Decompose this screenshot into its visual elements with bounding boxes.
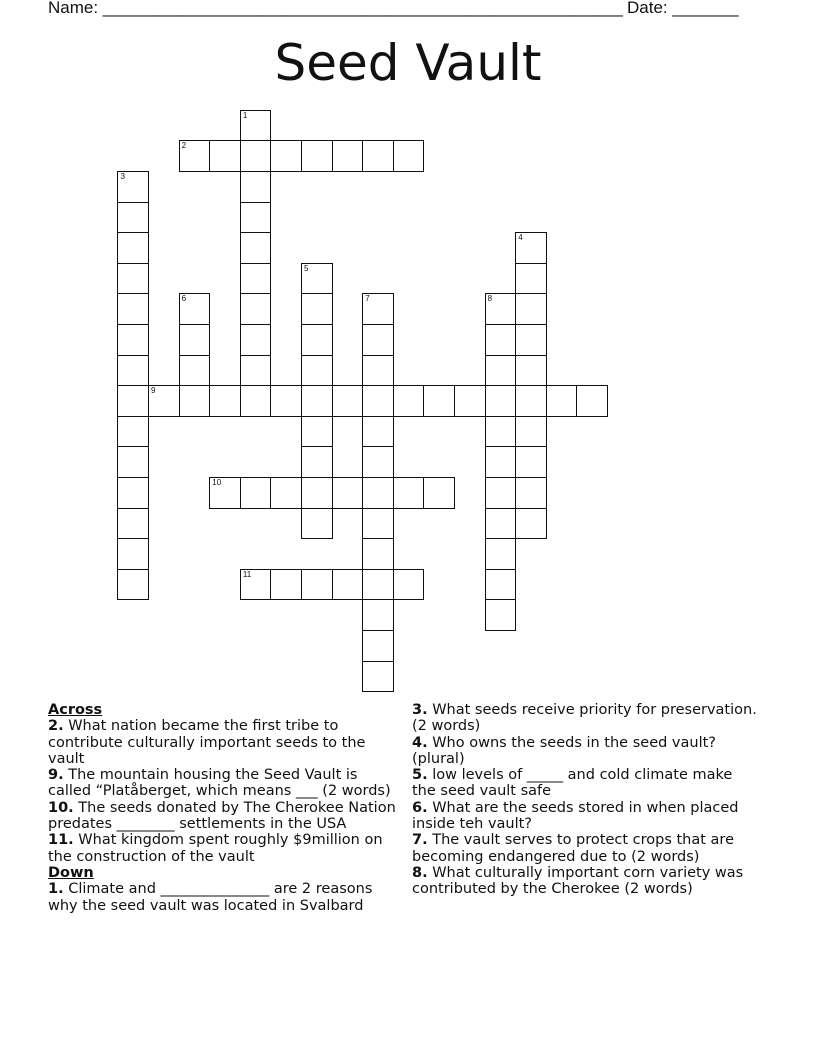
crossword-cell[interactable]	[301, 263, 333, 295]
crossword-cell[interactable]	[240, 263, 272, 295]
clue-item-number: 9.	[48, 767, 64, 784]
clue-item	[412, 702, 757, 735]
crossword-cell[interactable]	[179, 355, 211, 387]
clue-item-number: 10.	[48, 799, 74, 816]
clue-item	[412, 832, 757, 865]
crossword-cell[interactable]	[117, 416, 149, 448]
crossword-cell[interactable]	[515, 232, 547, 264]
name-field: Name: _______________________________________________________	[48, 0, 623, 17]
clue-number: 10	[212, 478, 222, 488]
crossword-cell[interactable]	[362, 630, 394, 662]
crossword-cell[interactable]	[240, 140, 272, 172]
clue-number: 6	[181, 294, 187, 304]
crossword-cell[interactable]	[240, 385, 272, 417]
crossword-cell[interactable]	[362, 599, 394, 631]
crossword-cell[interactable]	[301, 355, 333, 387]
crossword-cell[interactable]	[362, 140, 394, 172]
crossword-cell[interactable]	[179, 385, 211, 417]
clue-item-text: What seeds receive priority for preservation. (2 words)	[412, 702, 757, 735]
crossword-cell[interactable]	[117, 385, 149, 417]
crossword-cell[interactable]	[485, 446, 517, 478]
page-title: Seed Vault	[274, 34, 542, 92]
clue-item	[412, 767, 757, 800]
crossword-cell[interactable]	[301, 446, 333, 478]
clue-item-number: 1.	[48, 881, 64, 898]
clue-item-text: The vault serves to protect crops that are becoming endangered due to (2 words)	[412, 832, 734, 865]
crossword-cell[interactable]	[117, 171, 149, 203]
crossword-cell[interactable]	[515, 385, 547, 417]
crossword-cell[interactable]	[301, 477, 333, 509]
crossword-cell[interactable]	[362, 538, 394, 570]
crossword-cell[interactable]	[240, 355, 272, 387]
crossword-cell[interactable]	[485, 508, 517, 540]
clue-item-number: 4.	[412, 734, 428, 751]
crossword-cell[interactable]	[362, 385, 394, 417]
crossword-cell[interactable]	[546, 385, 578, 417]
crossword-cell[interactable]	[362, 569, 394, 601]
crossword-cell[interactable]	[301, 416, 333, 448]
crossword-cell[interactable]	[301, 385, 333, 417]
crossword-cell[interactable]	[362, 477, 394, 509]
crossword-cell[interactable]	[485, 538, 517, 570]
crossword-cell[interactable]	[485, 293, 517, 325]
clue-item	[48, 881, 403, 914]
crossword-cell[interactable]	[393, 385, 425, 417]
clue-item	[48, 832, 403, 865]
crossword-cell[interactable]	[393, 140, 425, 172]
crossword-cell[interactable]	[301, 324, 333, 356]
crossword-cell[interactable]	[270, 385, 302, 417]
crossword-cell[interactable]	[362, 416, 394, 448]
crossword-cell[interactable]	[515, 355, 547, 387]
crossword-cell[interactable]	[179, 324, 211, 356]
crossword-cell[interactable]	[515, 324, 547, 356]
clue-number: 3	[120, 172, 125, 182]
crossword-cell[interactable]	[515, 446, 547, 478]
crossword-cell[interactable]	[362, 355, 394, 387]
crossword-cell[interactable]	[240, 324, 272, 356]
crossword-cell[interactable]	[485, 355, 517, 387]
crossword-cell[interactable]	[423, 477, 455, 509]
crossword-cell[interactable]	[485, 416, 517, 448]
clue-number: 5	[304, 263, 309, 273]
clue-number: 4	[518, 233, 523, 243]
crossword-cell[interactable]	[332, 140, 364, 172]
crossword-cell[interactable]	[454, 385, 486, 417]
clue-item-number: 5.	[412, 767, 428, 784]
clue-item-number: 6.	[412, 799, 428, 816]
clue-item-text: What culturally important corn variety was contributed by the Cherokee (2 words)	[412, 864, 744, 898]
crossword-cell[interactable]	[301, 569, 333, 601]
down-heading: Down	[48, 864, 94, 881]
crossword-cell[interactable]	[332, 569, 364, 601]
clue-item	[48, 718, 403, 767]
crossword-cell[interactable]	[515, 477, 547, 509]
across-heading: Across	[48, 702, 103, 718]
crossword-cell[interactable]	[423, 385, 455, 417]
down-clue-list-left	[48, 881, 403, 914]
crossword-cell[interactable]	[117, 508, 149, 540]
crossword-cell[interactable]	[362, 293, 394, 325]
crossword-cell[interactable]	[301, 293, 333, 325]
crossword-cell[interactable]	[117, 477, 149, 509]
crossword-cell[interactable]	[240, 477, 272, 509]
crossword-cell[interactable]	[117, 202, 149, 234]
crossword-cell[interactable]	[240, 110, 272, 142]
across-clue-list	[48, 718, 403, 865]
crossword-cell[interactable]	[209, 140, 241, 172]
crossword-cell[interactable]	[117, 538, 149, 570]
crossword-cell[interactable]	[270, 477, 302, 509]
crossword-cell[interactable]	[117, 263, 149, 295]
clue-item-text: Who owns the seeds in the seed vault? (plural)	[412, 734, 716, 767]
crossword-cell[interactable]	[362, 324, 394, 356]
crossword-cell[interactable]	[576, 385, 608, 417]
clue-item-number: 7.	[412, 832, 428, 849]
crossword-cell[interactable]	[515, 416, 547, 448]
crossword-cell[interactable]	[117, 293, 149, 325]
clues-right-column	[412, 702, 757, 898]
crossword-cell[interactable]	[240, 293, 272, 325]
crossword-cell[interactable]	[485, 569, 517, 601]
clue-number: 1	[242, 110, 248, 120]
crossword-cell[interactable]	[332, 477, 364, 509]
crossword-cell[interactable]	[117, 446, 149, 478]
clue-number: 2	[181, 141, 187, 151]
clue-item-text: low levels of _____ and cold climate make the seed vault safe	[412, 767, 733, 800]
crossword-cell[interactable]	[485, 477, 517, 509]
crossword-cell[interactable]	[270, 140, 302, 172]
crossword-cell[interactable]	[485, 599, 517, 631]
crossword-cell[interactable]	[117, 569, 149, 601]
clue-number: 7	[365, 294, 370, 304]
crossword-cell[interactable]	[485, 324, 517, 356]
crossword-cell[interactable]	[362, 661, 394, 693]
crossword-cell[interactable]	[393, 477, 425, 509]
clues-left-column	[48, 702, 403, 914]
clue-item-number: 11.	[48, 832, 74, 849]
crossword-cell[interactable]	[515, 293, 547, 325]
crossword-cell[interactable]	[240, 569, 272, 601]
clue-item-text: What kingdom spent roughly $9million on the construction of the vault	[48, 832, 383, 865]
clue-item-text: What nation became the first tribe to contribute culturally important seeds to the vault	[48, 718, 366, 767]
clue-item-text: The seeds donated by The Cherokee Nation predates ________ settlements in the USA	[48, 799, 396, 833]
date-field: Date: _______	[627, 0, 739, 17]
clue-number: 8	[487, 294, 493, 304]
crossword-cell[interactable]	[117, 324, 149, 356]
crossword-cell[interactable]	[332, 385, 364, 417]
clue-item	[48, 767, 403, 800]
crossword-cell[interactable]	[117, 355, 149, 387]
clue-item	[412, 735, 757, 768]
clue-number: 9	[151, 386, 156, 396]
crossword-cell[interactable]	[240, 232, 272, 264]
crossword-cell[interactable]	[179, 293, 211, 325]
crossword-cell[interactable]	[148, 385, 180, 417]
crossword-cell[interactable]	[515, 263, 547, 295]
clue-item-text: The mountain housing the Seed Vault is called “Platåberget, which means ___ (2 words)	[48, 767, 391, 800]
clue-item-number: 3.	[412, 702, 428, 718]
crossword-cell[interactable]	[209, 477, 241, 509]
crossword-cell[interactable]	[485, 385, 517, 417]
crossword-cell[interactable]	[301, 140, 333, 172]
down-clue-list-right	[412, 702, 757, 898]
clue-item-number: 2.	[48, 718, 64, 735]
clue-item	[48, 800, 403, 833]
crossword-cell[interactable]	[301, 508, 333, 540]
clue-item-text: Climate and _______________ are 2 reasons why the seed vault was located in Svalbard	[48, 881, 373, 914]
crossword-cell[interactable]	[209, 385, 241, 417]
crossword-cell[interactable]	[393, 569, 425, 601]
clue-item	[412, 865, 757, 898]
crossword-cell[interactable]	[240, 202, 272, 234]
clue-item	[412, 800, 757, 833]
crossword-cell[interactable]	[362, 508, 394, 540]
crossword-cell[interactable]	[270, 569, 302, 601]
clue-item-text: What are the seeds stored in when placed inside teh vault?	[412, 799, 739, 833]
clue-number: 11	[242, 569, 252, 579]
crossword-cell[interactable]	[362, 446, 394, 478]
crossword-cell[interactable]	[240, 171, 272, 203]
crossword-cell[interactable]	[515, 508, 547, 540]
clue-item-number: 8.	[412, 864, 428, 881]
crossword-cell[interactable]	[117, 232, 149, 264]
crossword-cell[interactable]	[179, 140, 211, 172]
